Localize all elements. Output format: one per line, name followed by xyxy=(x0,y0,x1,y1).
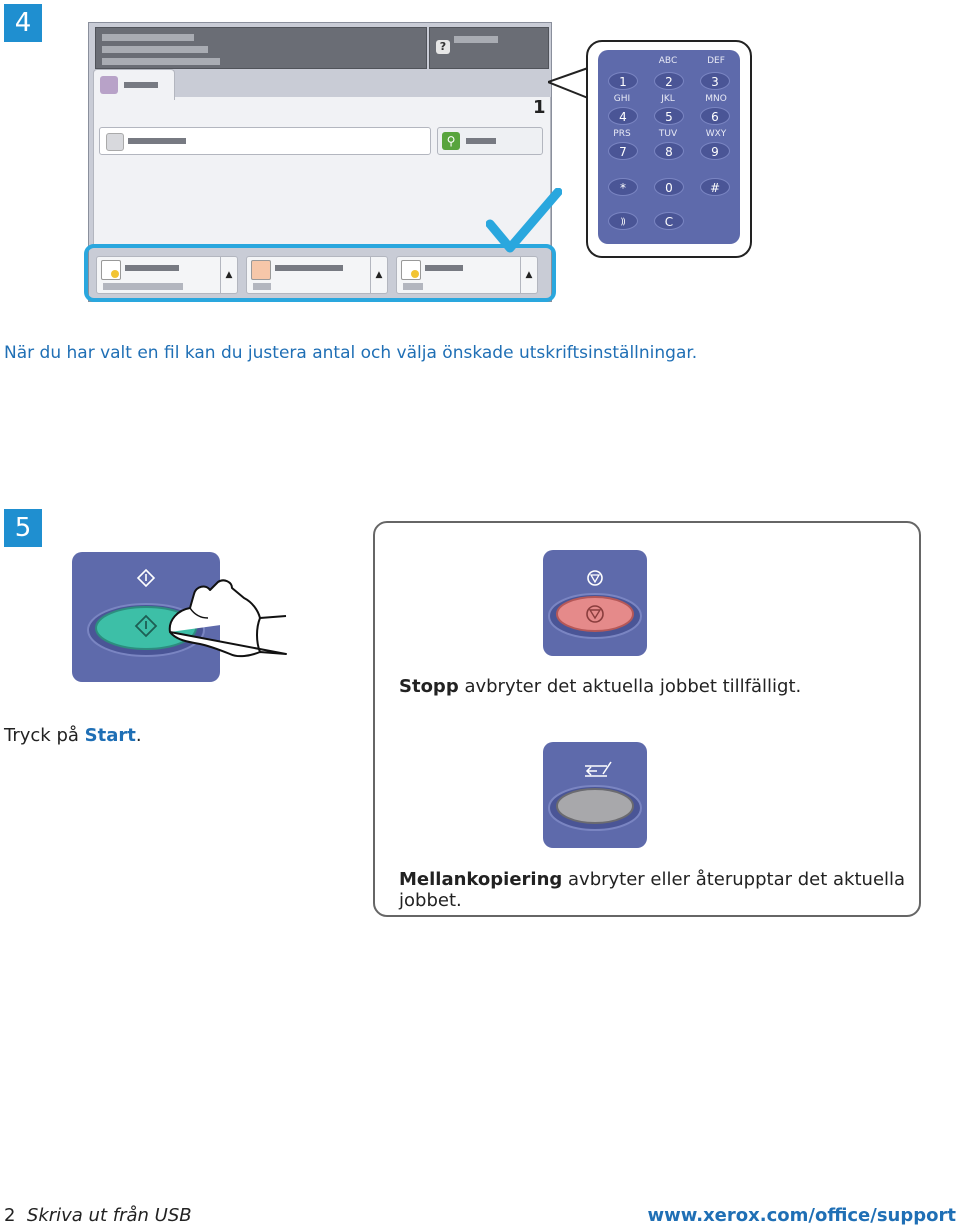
printer-icon xyxy=(100,76,118,94)
search-icon: ⚲ xyxy=(442,132,460,150)
tab-print[interactable] xyxy=(93,69,175,100)
paper-icon xyxy=(401,260,421,280)
step-4-caption: När du har valt en fil kan du justera antal och välja önskade utskriftsinställningar. xyxy=(4,343,698,363)
dial-pause-key[interactable] xyxy=(608,212,638,230)
key-7[interactable]: 7 xyxy=(608,142,638,160)
stop-button-panel xyxy=(543,550,647,656)
stop-interrupt-info-box xyxy=(373,521,921,917)
key-5[interactable]: 5 xyxy=(654,107,684,125)
paper-icon xyxy=(101,260,121,280)
page-number: 2 xyxy=(4,1205,16,1226)
stop-label: Stopp xyxy=(399,676,459,697)
screen-header xyxy=(95,27,427,69)
settings-selector-1[interactable] xyxy=(96,256,238,294)
step-number: 4 xyxy=(14,8,32,38)
settings-selector-2[interactable] xyxy=(246,256,388,294)
step-4-badge xyxy=(4,4,42,42)
step-5-badge xyxy=(4,509,42,547)
chevron-up-icon[interactable]: ▲ xyxy=(520,257,537,293)
section-title: Skriva ut från USB xyxy=(26,1205,192,1226)
finishing-icon xyxy=(251,260,271,280)
support-link[interactable]: www.xerox.com/office/support xyxy=(647,1205,956,1226)
chevron-up-icon[interactable]: ▲ xyxy=(370,257,387,293)
interrupt-label: Mellankopiering xyxy=(399,869,563,890)
settings-selector-3[interactable] xyxy=(396,256,538,294)
stop-button-illustration xyxy=(543,550,647,656)
help-button[interactable] xyxy=(429,27,549,69)
key-2[interactable]: 2 xyxy=(654,72,684,90)
copies-callout-number: 1 xyxy=(533,97,546,118)
key-clear[interactable]: C xyxy=(654,212,684,230)
key-8[interactable]: 8 xyxy=(654,142,684,160)
start-icon xyxy=(138,570,154,586)
step-number: 5 xyxy=(14,513,32,543)
search-button[interactable] xyxy=(437,127,543,155)
file-checkbox[interactable] xyxy=(106,133,124,151)
interrupt-icon xyxy=(585,762,611,776)
hand-pressing-icon xyxy=(160,570,290,670)
dial-pause-icon: ⸩ xyxy=(620,217,626,227)
checkmark-icon xyxy=(486,188,562,258)
key-3[interactable]: 3 xyxy=(700,72,730,90)
key-4[interactable]: 4 xyxy=(608,107,638,125)
key-6[interactable]: 6 xyxy=(700,107,730,125)
file-field[interactable] xyxy=(99,127,431,155)
help-icon: ? xyxy=(436,40,450,54)
start-instruction: Tryck på Start. xyxy=(4,725,142,746)
callout-pointer xyxy=(548,66,590,100)
key-9[interactable]: 9 xyxy=(700,142,730,160)
main-panel xyxy=(93,97,551,248)
footer-page-info xyxy=(4,1205,192,1226)
start-label: Start xyxy=(84,725,136,746)
interrupt-button-illustration xyxy=(543,742,647,848)
chevron-up-icon[interactable]: ▲ xyxy=(220,257,237,293)
interrupt-description: Mellankopiering avbryter eller återupptar det aktuella jobbet. xyxy=(399,869,906,911)
key-1[interactable]: 1 xyxy=(608,72,638,90)
stop-description: Stopp avbryter det aktuella jobbet tillfälligt. xyxy=(399,676,802,697)
key-0[interactable]: 0 xyxy=(654,178,684,196)
numeric-keypad: ABC DEF 1 2 3 GHI JKL MNO 4 5 6 PRS TUV WXY 7 8 9 * 0 # ⸩ C xyxy=(598,50,740,244)
key-hash[interactable]: # xyxy=(700,178,730,196)
interrupt-button-panel xyxy=(543,742,647,848)
key-star[interactable]: * xyxy=(608,178,638,196)
